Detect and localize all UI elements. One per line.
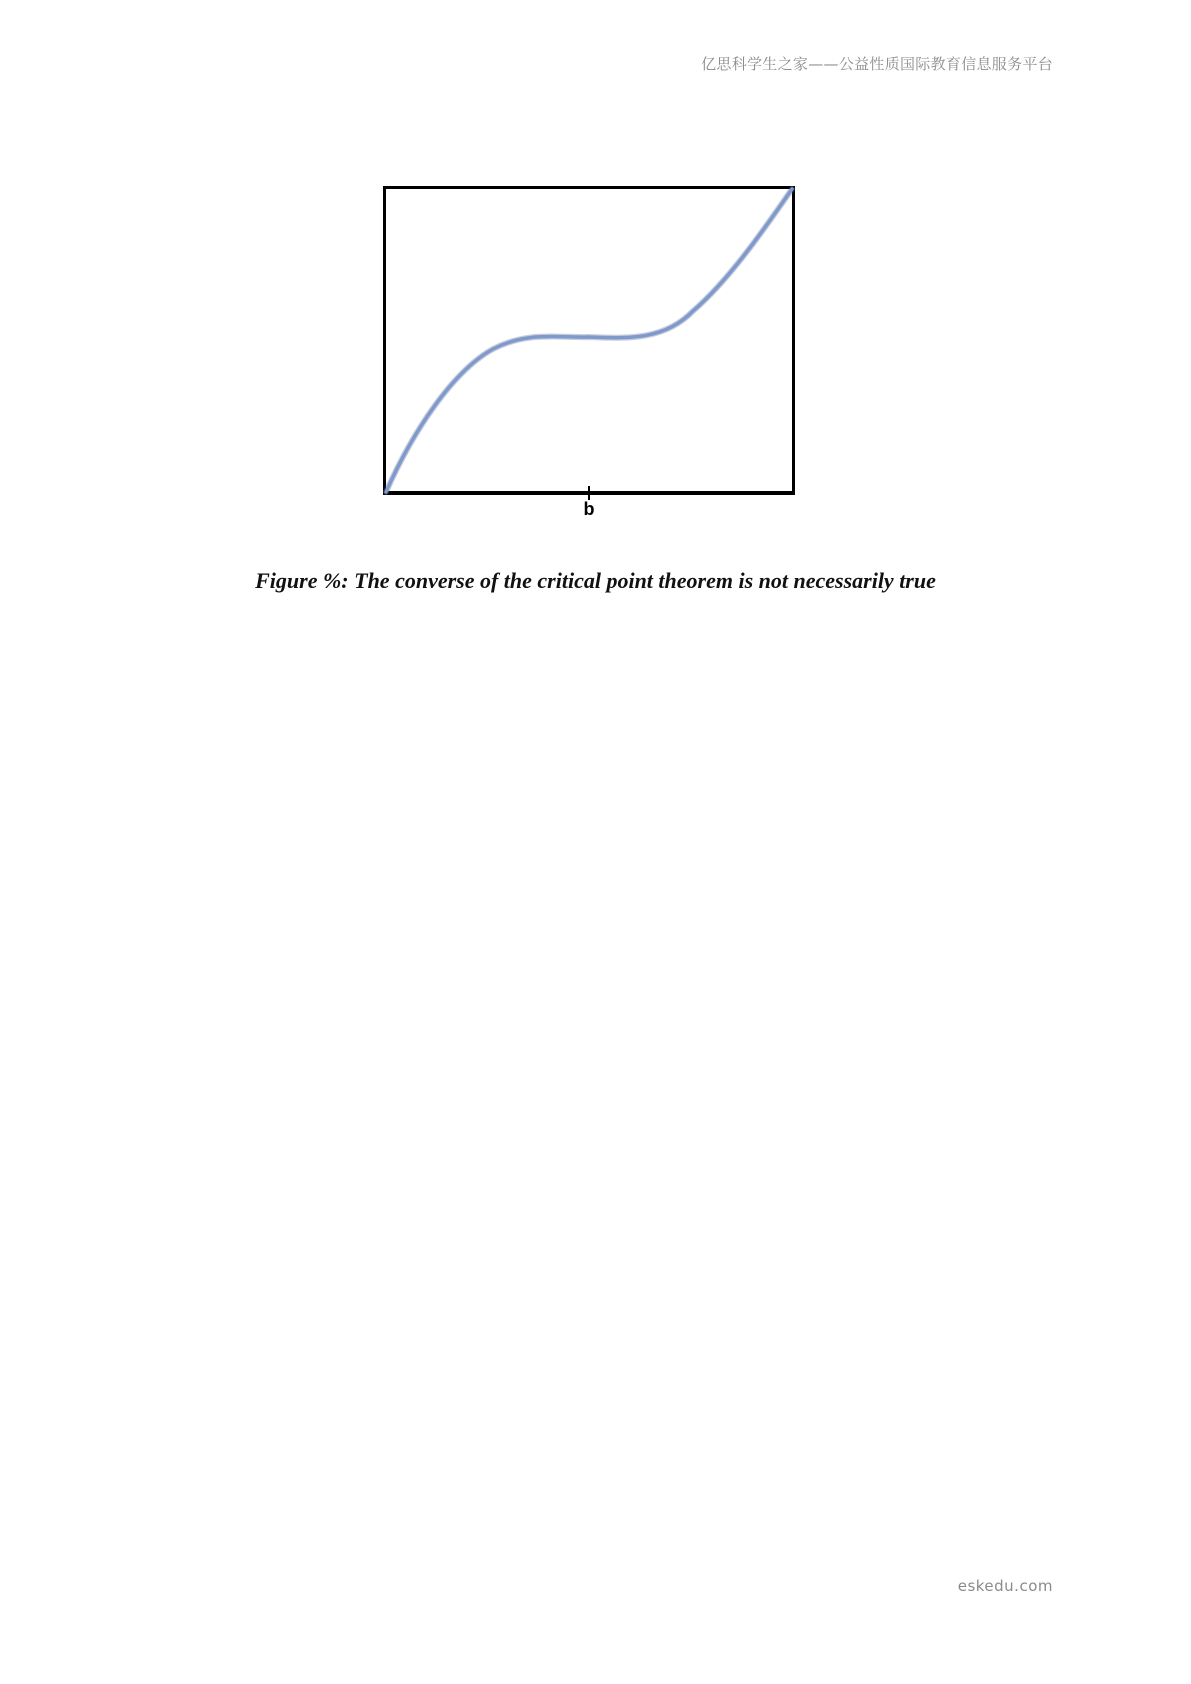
page-header-title: 亿思科学生之家——公益性质国际教育信息服务平台 xyxy=(701,55,1053,73)
tick-label-b: b xyxy=(583,499,595,519)
cubic-curve-graph xyxy=(383,186,795,522)
figure-caption: Figure %: The converse of the critical point theorem is not necessarily true xyxy=(255,568,936,593)
figure-graph xyxy=(383,186,795,522)
page-footer-url: eskedu.com xyxy=(957,1577,1053,1595)
